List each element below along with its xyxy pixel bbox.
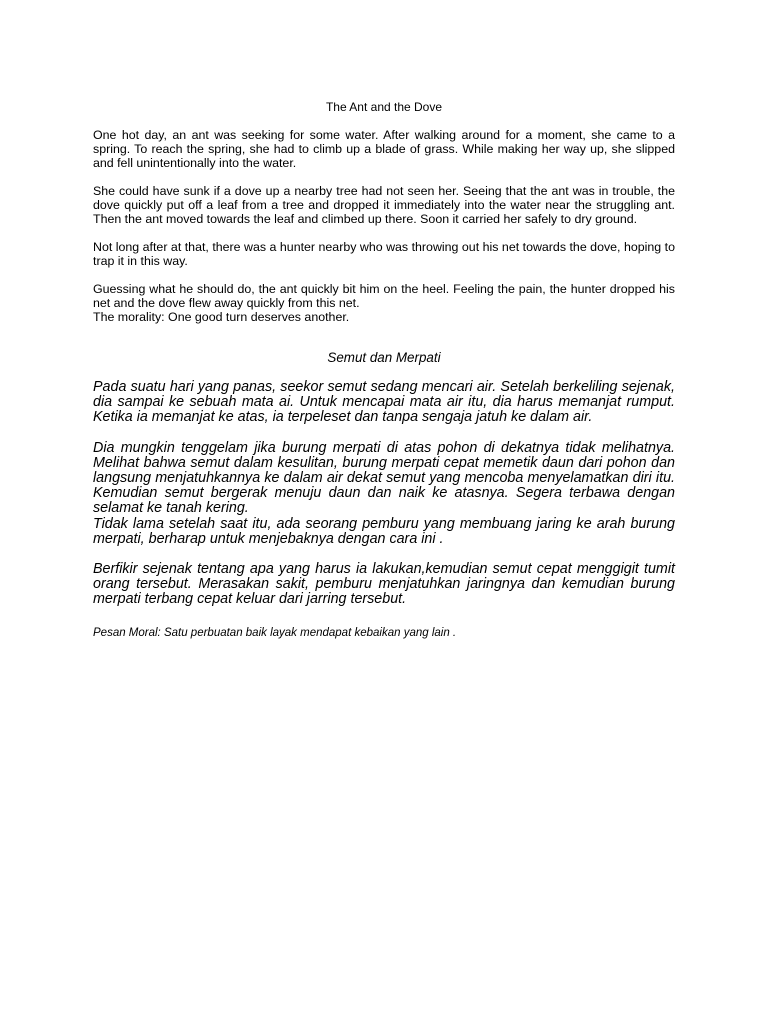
indonesian-paragraph-4: Berfikir sejenak tentang apa yang harus ia lakukan,kemudian semut cepat menggigit tumit orang tersebut. Merasakan sakit, pemburu menjatuhkan jaringnya dan kemudian burung merpati terbang cepat keluar dari jarring tersebut. <box>93 561 675 608</box>
english-story-body <box>93 128 675 324</box>
indonesian-paragraph-1: Pada suatu hari yang panas, seekor semut sedang mencari air. Setelah berkeliling sejenak, dia sampai ke sebuah mata ai. Untuk mencapai mata air itu, dia harus memanjat rumput. Ketika ia memanjat ke atas, ia terpeleset dan tanpa sengaja jatuh ke dalam air. <box>93 379 675 426</box>
english-moral: The morality: One good turn deserves another. <box>93 310 350 324</box>
indonesian-paragraph-2: Dia mungkin tenggelam jika burung merpati di atas pohon di dekatnya tidak melihatnya. Melihat bahwa semut dalam kesulitan, burung merpati cepat memetik daun dari pohon dan langsung menjatuhkannya ke dalam air dekat semut yang mencoba menyelamatkan diri itu. Kemudian semut bergerak menuju daun dan naik ke atasnya. Segera terbawa dengan selamat ke tanah kering. <box>93 439 675 517</box>
indonesian-story-body <box>93 380 675 623</box>
english-paragraph-3: Not long after at that, there was a hunter nearby who was throwing out his net towards the dove, hoping to trap it in this way. <box>93 240 675 268</box>
indonesian-story-title: Semut dan Merpati <box>327 350 441 365</box>
english-paragraph-2: She could have sunk if a dove up a nearby tree had not seen her. Seeing that the ant was in trouble, the dove quickly put off a leaf from a tree and dropped it immediately into the water near the struggling ant. Then the ant moved towards the leaf and climbed up there. Soon it carried her safely to dry ground. <box>93 184 675 226</box>
english-story-title: The Ant and the Dove <box>325 100 443 114</box>
indonesian-paragraph-3: Tidak lama setelah saat itu, ada seorang pemburu yang membuang jaring ke arah burung merpati, berharap untuk menjebaknya dengan cara ini . <box>93 515 675 547</box>
indonesian-moral: Pesan Moral: Satu perbuatan baik layak mendapat kebaikan yang lain . <box>93 627 457 639</box>
english-paragraph-1: One hot day, an ant was seeking for some water. After walking around for a moment, she came to a spring. To reach the spring, she had to climb up a blade of grass. While making her way up, she slipped and fell unintentionally into the water. <box>93 128 675 170</box>
english-paragraph-4: Guessing what he should do, the ant quickly bit him on the heel. Feeling the pain, the hunter dropped his net and the dove flew away quickly from this net. <box>93 282 675 310</box>
